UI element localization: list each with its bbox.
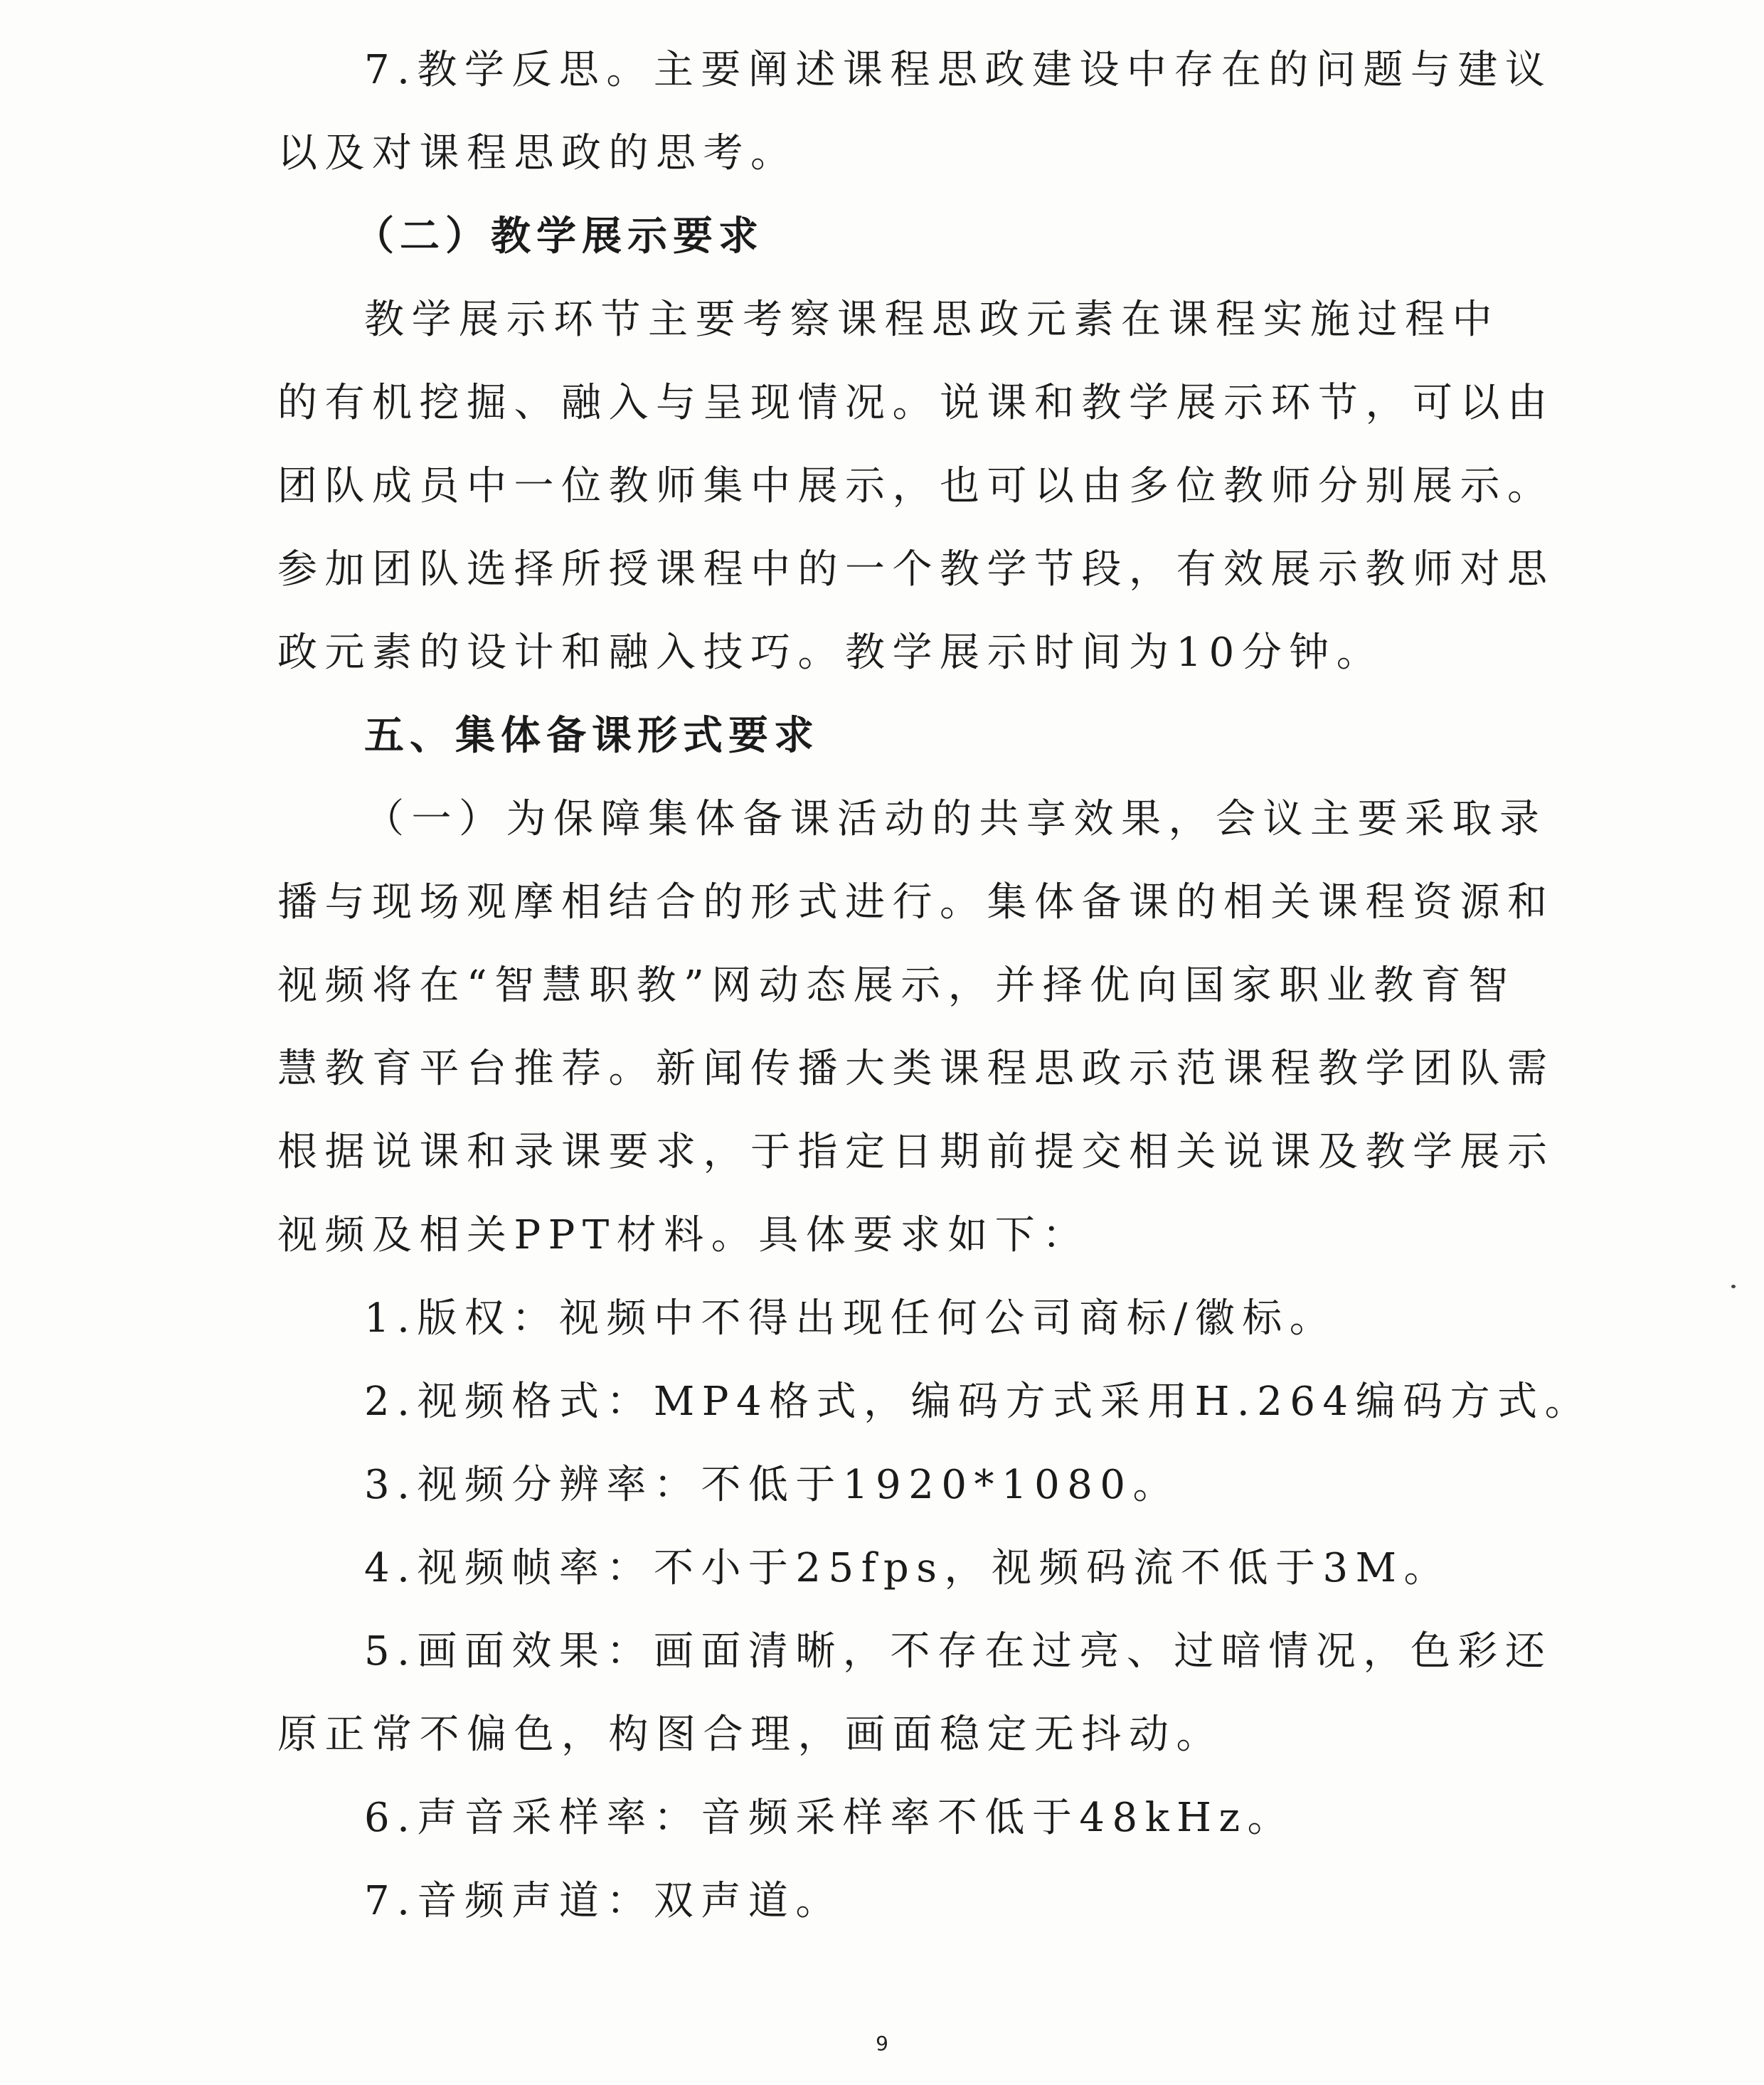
text-line: 视频及相关PPT材料。具体要求如下： xyxy=(277,1212,1090,1258)
text-line: 7.教学反思。主要阐述课程思政建设中存在的问题与建议 xyxy=(364,47,1553,93)
text-line: 慧教育平台推荐。新闻传播大类课程思政示范课程教学团队需 xyxy=(277,1046,1555,1092)
list-item: 7.音频声道：双声道。 xyxy=(364,1878,843,1924)
list-item: 3.视频分辨率：不低于1920*1080。 xyxy=(364,1462,1180,1508)
section-subheading: （二）教学展示要求 xyxy=(354,213,764,260)
text-line: 根据说课和录课要求，于指定日期前提交相关说课及教学展示 xyxy=(277,1129,1555,1175)
section-heading: 五、集体备课形式要求 xyxy=(364,713,819,759)
page-number: 9 xyxy=(876,2032,888,2055)
list-item: 4.视频帧率：不小于25fps，视频码流不低于3M。 xyxy=(364,1545,1451,1591)
text-line: （一）为保障集体备课活动的共享效果，会议主要采取录 xyxy=(364,796,1547,842)
text-line: 视频将在“智慧职教”网动态展示，并择优向国家职业教育智 xyxy=(277,962,1516,1009)
list-item: 2.视频格式：MP4格式，编码方式采用H.264编码方式。 xyxy=(364,1379,1593,1425)
list-item: 5.画面效果：画面清晰，不存在过亮、过暗情况，色彩还 xyxy=(364,1628,1553,1675)
text-line: 播与现场观摩相结合的形式进行。集体备课的相关课程资源和 xyxy=(277,879,1555,925)
text-line: 以及对课程思政的思考。 xyxy=(277,130,798,176)
list-item: 6.声音采样率：音频采样率不低于48kHz。 xyxy=(364,1795,1295,1841)
list-item: 1.版权：视频中不得出现任何公司商标/徽标。 xyxy=(364,1295,1337,1342)
text-line: 政元素的设计和融入技巧。教学展示时间为10分钟。 xyxy=(277,630,1384,676)
text-line: 团队成员中一位教师集中展示，也可以由多位教师分别展示。 xyxy=(277,463,1555,509)
scan-speck xyxy=(1731,1285,1736,1288)
text-line: 参加团队选择所授课程中的一个教学节段，有效展示教师对思 xyxy=(277,546,1555,593)
text-line: 原正常不偏色，构图合理，画面稳定无抖动。 xyxy=(277,1712,1223,1758)
document-body xyxy=(277,28,1593,1943)
text-line: 教学展示环节主要考察课程思政元素在课程实施过程中 xyxy=(364,297,1499,343)
text-line: 的有机挖掘、融入与呈现情况。说课和教学展示环节，可以由 xyxy=(277,380,1555,426)
